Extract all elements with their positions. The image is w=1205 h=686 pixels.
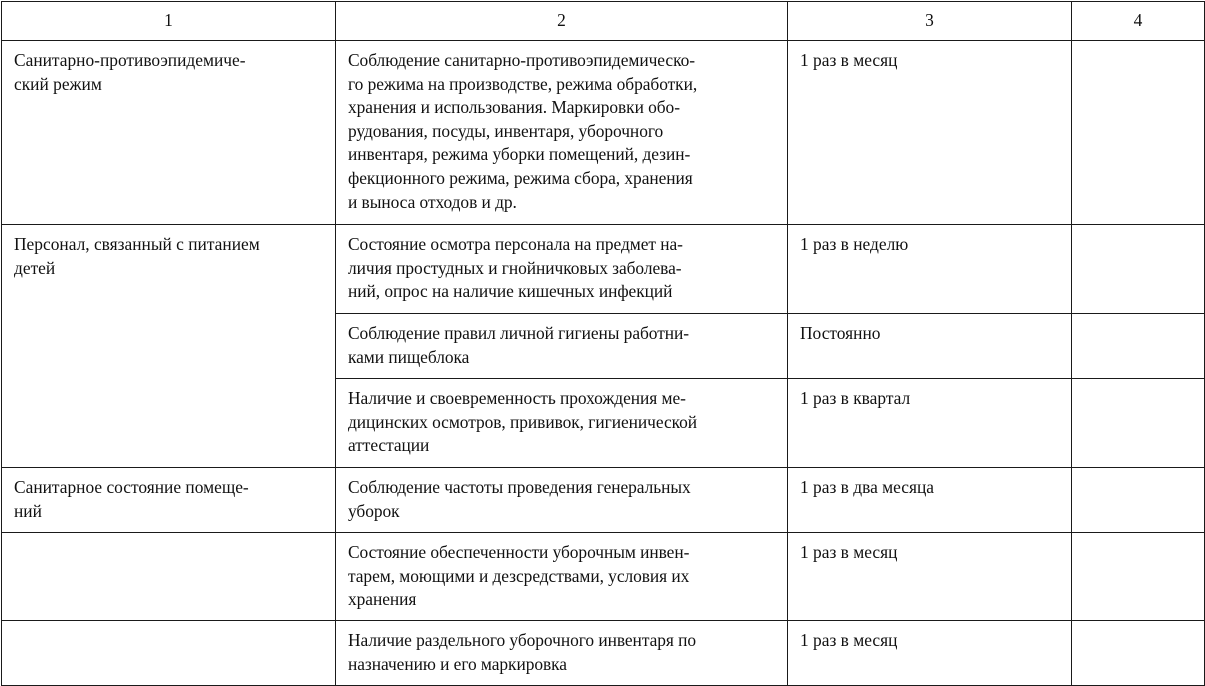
note-cell — [1072, 314, 1205, 379]
content-text: Соблюдение правил личной гигиены работни- ками пищеблока — [348, 323, 690, 367]
table-row — [2, 621, 1205, 686]
note-cell — [1072, 533, 1205, 621]
table-row — [2, 533, 1205, 621]
content-cell — [336, 621, 788, 686]
frequency-text: 1 раз в месяц — [800, 50, 898, 70]
content-text: Состояние осмотра персонала на предмет на- личия простудных и гнойничковых заболева- ний, опрос на наличие кишечных инфекций — [348, 234, 683, 302]
frequency-cell — [788, 379, 1072, 468]
header-col-2: 2 — [336, 2, 788, 41]
category-cell — [2, 41, 336, 225]
frequency-text: 1 раз в месяц — [800, 542, 898, 562]
frequency-text: 1 раз в квартал — [800, 388, 911, 408]
frequency-cell — [788, 621, 1072, 686]
category-text: Санитарно-противоэпидемиче- ский режим — [14, 50, 246, 94]
table-row — [2, 225, 1205, 314]
table-row — [2, 468, 1205, 533]
content-cell — [336, 41, 788, 225]
frequency-cell — [788, 41, 1072, 225]
control-table — [1, 1, 1205, 686]
note-cell — [1072, 225, 1205, 314]
category-text: Персонал, связанный с питанием детей — [14, 234, 260, 278]
category-cell — [2, 621, 336, 686]
content-text: Соблюдение частоты проведения генеральных уборок — [348, 477, 691, 521]
content-cell — [336, 533, 788, 621]
content-text: Наличие и своевременность прохождения ме- дицинских осмотров, прививок, гигиенической аттестации — [348, 388, 698, 456]
note-cell — [1072, 621, 1205, 686]
note-cell — [1072, 41, 1205, 225]
frequency-text: 1 раз в неделю — [800, 234, 909, 254]
frequency-cell — [788, 314, 1072, 379]
content-text: Наличие раздельного уборочного инвентаря по назначению и его маркировка — [348, 630, 697, 674]
frequency-cell — [788, 225, 1072, 314]
note-cell — [1072, 379, 1205, 468]
frequency-cell — [788, 533, 1072, 621]
category-cell — [2, 533, 336, 621]
content-cell — [336, 225, 788, 314]
header-col-4: 4 — [1072, 2, 1205, 41]
frequency-text: Постоянно — [800, 323, 881, 343]
header-col-1: 1 — [2, 2, 336, 41]
content-cell — [336, 468, 788, 533]
content-text: Состояние обеспеченности уборочным инвен- тарем, моющими и дезсредствами, условия их хранения — [348, 542, 690, 610]
content-cell — [336, 379, 788, 468]
frequency-cell — [788, 468, 1072, 533]
header-row — [2, 2, 1205, 41]
category-cell — [2, 225, 336, 468]
frequency-text: 1 раз в месяц — [800, 630, 898, 650]
header-col-3: 3 — [788, 2, 1072, 41]
content-text: Соблюдение санитарно-противоэпидемическо- го режима на производстве, режима обработки, хранения и использования. Маркировки обо- рудования, посуды, инвентаря, уборочного инвентаря, режима уборки помещений, дезин- фекционного режима, режима сбора, хранения и выноса отходов и др. — [348, 50, 698, 212]
table-row — [2, 41, 1205, 225]
category-text: Санитарное состояние помеще- ний — [14, 477, 249, 521]
content-cell — [336, 314, 788, 379]
category-cell — [2, 468, 336, 533]
note-cell — [1072, 468, 1205, 533]
frequency-text: 1 раз в два месяца — [800, 477, 935, 497]
